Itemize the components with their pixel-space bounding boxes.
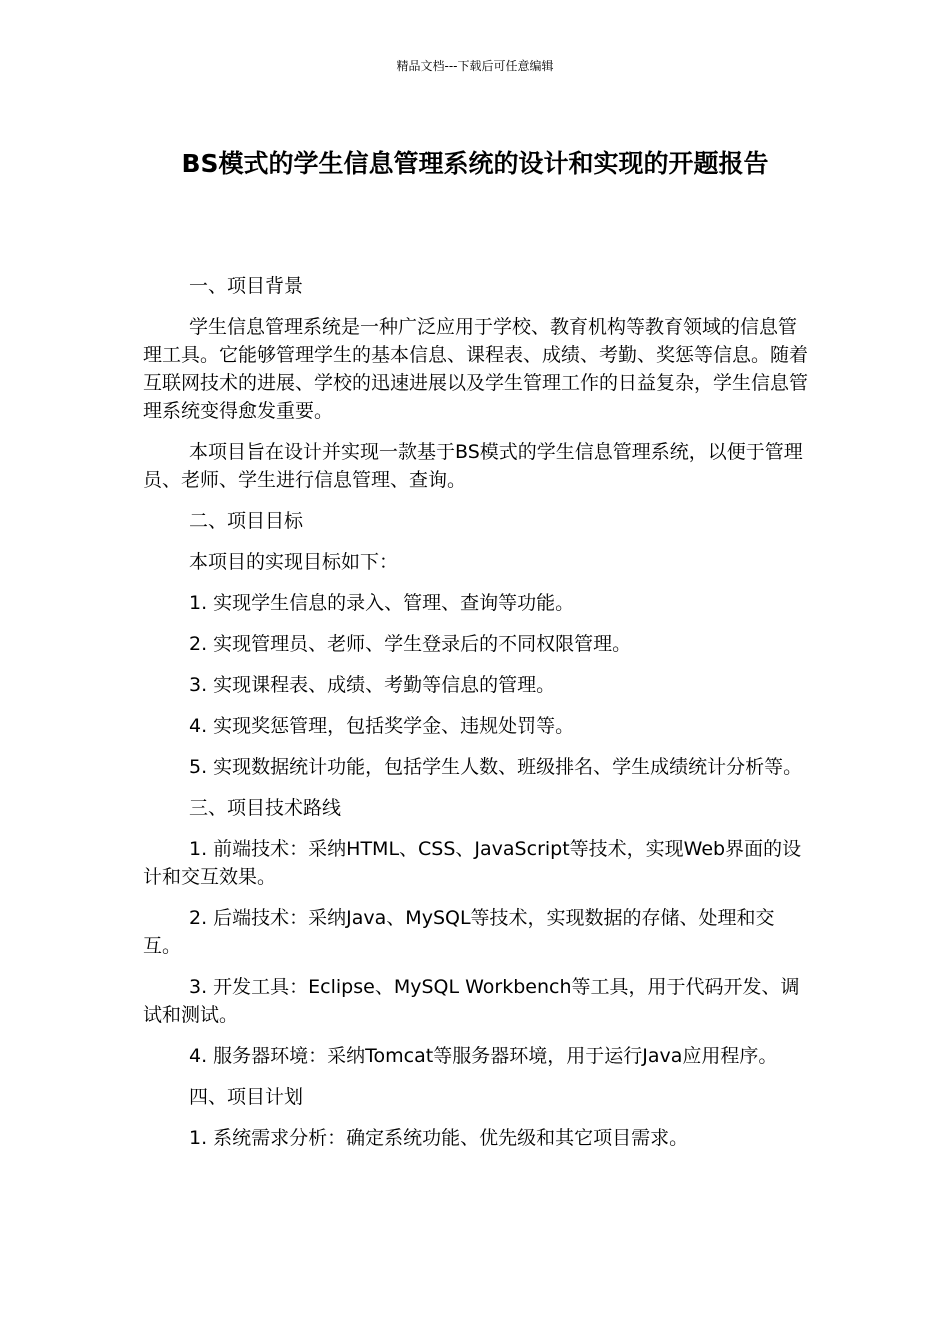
page-header: 精品文档---下载后可任意编辑: [396, 59, 554, 73]
section-heading-background: 一、项目背景: [189, 275, 304, 297]
goal-item: 4. 实现奖惩管理，包括奖学金、违规处罚等。: [189, 715, 575, 737]
document-title: BS模式的学生信息管理系统的设计和实现的开题报告: [181, 149, 769, 178]
tech-item: 2. 后端技术：采纳Java、MySQL等技术，实现数据的存储、处理和交互。: [143, 907, 775, 957]
section-heading-plan: 四、项目计划: [189, 1086, 304, 1108]
tech-item: 4. 服务器环境：采纳Tomcat等服务器环境，用于运行Java应用程序。: [189, 1045, 778, 1067]
paragraph-goals-intro: 本项目的实现目标如下：: [189, 551, 399, 573]
goal-item: 1. 实现学生信息的录入、管理、查询等功能。: [189, 592, 575, 614]
paragraph-background-2: 本项目旨在设计并实现一款基于BS模式的学生信息管理系统，以便于管理员、老师、学生进行信息管理、查询。: [143, 441, 803, 491]
document-body: [143, 272, 808, 1165]
tech-item: 3. 开发工具：Eclipse、MySQL Workbench等工具，用于代码开发、调试和测试。: [143, 976, 800, 1026]
section-heading-tech: 三、项目技术路线: [189, 797, 342, 819]
goal-item: 2. 实现管理员、老师、学生登录后的不同权限管理。: [189, 633, 632, 655]
goal-item: 3. 实现课程表、成绩、考勤等信息的管理。: [189, 674, 556, 696]
plan-item: 1. 系统需求分析：确定系统功能、优先级和其它项目需求。: [189, 1127, 689, 1149]
paragraph-background-1: 学生信息管理系统是一种广泛应用于学校、教育机构等教育领域的信息管理工具。它能够管理学生的基本信息、课程表、成绩、考勤、奖惩等信息。随着互联网技术的进展、学校的迅速进展以及学生管理工作的日益复杂，学生信息管理系统变得愈发重要。: [143, 316, 809, 422]
section-heading-goals: 二、项目目标: [189, 510, 304, 532]
tech-item: 1. 前端技术：采纳HTML、CSS、JavaScript等技术，实现Web界面的设计和交互效果。: [143, 838, 802, 888]
goal-item: 5. 实现数据统计功能，包括学生人数、班级排名、学生成绩统计分析等。: [189, 756, 803, 778]
